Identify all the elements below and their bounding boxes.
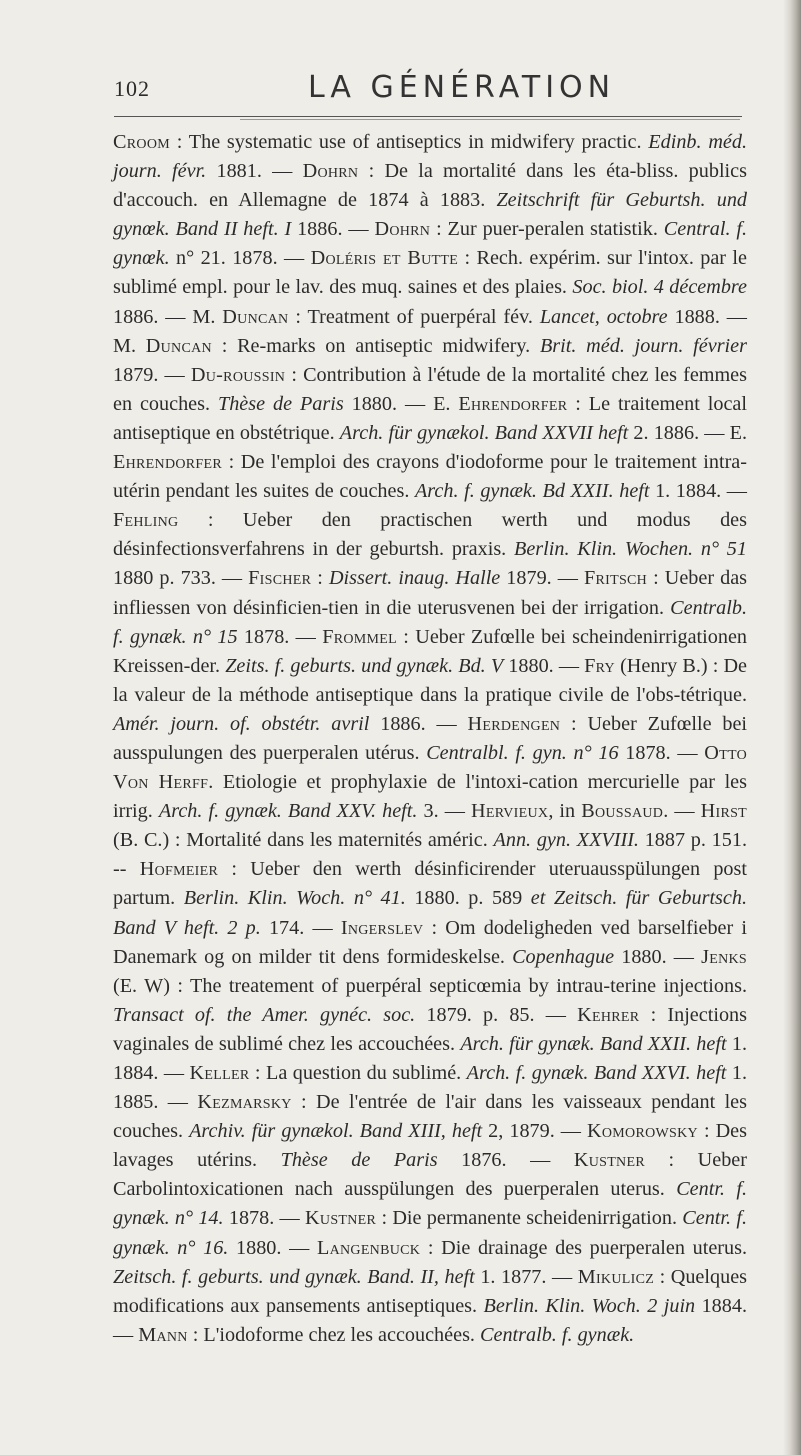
- entry-tail: 1880. —: [614, 945, 702, 968]
- entry-source: Arch. f. gynæk. Band XXVI. heft: [466, 1062, 727, 1084]
- entry-author: Keller: [189, 1062, 250, 1084]
- page-header: [114, 70, 744, 110]
- entry-tail: 2. 1886. — E.: [628, 421, 747, 444]
- entry-source: Centr. f. gynæk. n° 16.: [113, 1207, 747, 1259]
- entry-author: Kehrer: [577, 1003, 640, 1026]
- entry-text: : Zur puer-peralen statistik.: [430, 218, 664, 241]
- entry-author: Fry: [584, 654, 615, 677]
- entry-tail: n° 21. 1878. —: [169, 247, 311, 270]
- entry-tail: 1880. p. 589: [405, 887, 531, 910]
- entry-text: : Contribution à l'étude de la mortalité chez les femmes en couches.: [113, 363, 747, 415]
- entry-text: : Rech. expérim. sur l'intox. par le sublimé empl. pour le lav. des muq. saines et des plaies.: [113, 247, 747, 299]
- entry-tail: 1880. —: [228, 1236, 317, 1259]
- entry-text: : Ueber Zufœlle bei ausspulungen des puerperalen utérus.: [113, 712, 748, 764]
- entry-author: Mikulicz: [577, 1265, 655, 1288]
- entry-author: Du-roussin: [190, 363, 286, 386]
- entry-author: Kustner: [305, 1207, 377, 1230]
- entry-author: Dohrn: [302, 160, 359, 183]
- entry-source: Ann. gyn. XXVIII.: [493, 829, 639, 852]
- entry-source: Thèse de Paris: [217, 392, 344, 415]
- entry-tail: 1878. —: [223, 1207, 306, 1230]
- entry-source: Centralb. f. gynæk. n° 15: [113, 596, 747, 648]
- entry-author: Hofmeier: [139, 858, 219, 881]
- entry-text: : Quelques modifications aux pansements antiseptiques.: [113, 1265, 748, 1317]
- page-edge-shadow: [783, 0, 801, 1455]
- entry-author: Dohrn: [374, 218, 431, 241]
- entry-author: Ingerslev: [340, 916, 424, 939]
- entry-text: (E. W) : The treatement of puerpéral septicœmia by intrau-terine injections.: [113, 974, 747, 997]
- entry-tail: 1878. —: [237, 625, 323, 648]
- entry-author: Boussaud: [581, 800, 664, 823]
- entry-text: (Henry B.) : De la valeur de la méthode antiseptique dans la pratique civile de l'obs-tétrique.: [113, 654, 747, 706]
- entry-source: Berlin. Klin. Woch. 2 juin: [483, 1294, 696, 1317]
- entry-source: Amér. journ. of. obstétr. avril: [113, 712, 370, 735]
- header-rule-secondary: [240, 119, 740, 120]
- entry-tail: 1. 1884. —: [113, 1032, 747, 1084]
- entry-author: Fischer: [248, 567, 312, 590]
- entry-author: Duncan: [145, 334, 212, 357]
- entry-source: Arch. f. gynæk. Band XXV. heft.: [158, 800, 418, 823]
- entry-tail: 1879. —: [500, 567, 584, 590]
- header-rule: [114, 116, 742, 117]
- entry-author: Mann: [138, 1323, 188, 1346]
- entry-author: Doléris et Butte: [310, 247, 459, 270]
- entry-author: Hirst: [700, 800, 748, 823]
- entry-author: Langenbuck: [316, 1236, 421, 1259]
- entry-tail: 1. 1885. —: [113, 1062, 748, 1114]
- entry-text: . —: [663, 800, 701, 823]
- entry-text: : Die drainage des puerperalen uterus.: [420, 1236, 748, 1259]
- entry-text: : Treatment of puerpéral fév.: [288, 305, 540, 328]
- entry-tail: 1879. —: [113, 363, 191, 386]
- entry-source: Edinb. méd. journ. févr.: [113, 131, 748, 183]
- entry-author: Hervieux: [471, 800, 549, 823]
- entry-source: Zeits. f. geburts. und gynæk. Bd. V: [225, 654, 504, 677]
- entry-tail: 1886. —: [291, 218, 375, 241]
- bibliography-paragraph: [113, 128, 747, 1350]
- entry-text: : Ueber das infliessen von désinficien-tien in die uterusvenen bei der irrigation.: [113, 567, 748, 619]
- entry-author: Jenks: [701, 945, 748, 968]
- entry-text: : The systematic use of antiseptics in midwifery practic.: [169, 131, 649, 153]
- running-title: LA GÉNÉRATION: [308, 70, 616, 105]
- entry-text: . Etiologie et prophylaxie de l'intoxi-cation mercurielle par les irrig.: [113, 771, 747, 823]
- entry-author: Ehrendorfer: [113, 451, 222, 474]
- entry-source: Archiv. für gynækol. Band XIII, heft: [189, 1120, 483, 1143]
- entry-author: Otto Von Herff: [113, 741, 748, 794]
- bibliography-text: [113, 128, 747, 1350]
- entry-author: Fehling: [113, 509, 179, 532]
- entry-text: : Des lavages utérins.: [113, 1120, 747, 1172]
- entry-author: Ehrendorfer: [458, 392, 568, 415]
- entry-source: Soc. biol. 4 décembre: [572, 276, 747, 299]
- entry-author: Kezmarsky: [197, 1091, 292, 1114]
- entry-source: Arch. f. gynæk. Bd XXII. heft: [414, 480, 650, 503]
- entry-text: : L'iodoforme chez les accouchées.: [187, 1323, 481, 1346]
- entry-tail: 1876. —: [437, 1149, 574, 1172]
- entry-text: : De l'entrée de l'air dans les vaisseaux pendant les couches.: [113, 1091, 747, 1143]
- entry-source: Lancet, octobre: [539, 305, 668, 328]
- entry-text: : La question du sublimé.: [249, 1062, 467, 1084]
- entry-tail: 1886. — M.: [113, 305, 223, 328]
- entry-text: (B. C.) : Mortalité dans les maternités améric.: [113, 829, 494, 852]
- entry-source: Arch. für gynæk. Band XXII. heft: [460, 1032, 727, 1055]
- entry-source: Transact of. the Amer. gynéc. soc.: [113, 1003, 416, 1026]
- entry-text: : Injections vaginales de sublimé chez les accouchées.: [113, 1003, 747, 1055]
- entry-text: : Die permanente scheidenirrigation.: [376, 1207, 683, 1230]
- entry-source: Centralb. f. gynæk.: [480, 1323, 635, 1346]
- entry-source: Zeitsch. f. geburts. und gynæk. Band. II, heft: [113, 1265, 475, 1288]
- entry-author: Croom: [113, 131, 170, 153]
- entry-tail: 1. 1877. —: [474, 1265, 578, 1288]
- entry-source: Centr. f. gynæk. n° 14.: [113, 1178, 747, 1230]
- entry-text: : Le traitement local antiseptique en obstétrique.: [113, 392, 747, 444]
- entry-tail: 1887 p. 151. --: [113, 829, 748, 881]
- entry-source: Arch. für gynækol. Band XXVII heft: [339, 421, 629, 444]
- entry-author: Fritsch: [583, 567, 648, 590]
- entry-author: Herdengen: [467, 712, 561, 735]
- entry-text: : Ueber den werth désinficirender uteruausspülungen post partum.: [113, 858, 747, 910]
- entry-tail: 1879. p. 85. —: [415, 1003, 578, 1026]
- entry-tail: 1880. — E.: [343, 392, 459, 415]
- entry-tail: 3. —: [417, 800, 472, 823]
- entry-source: Berlin. Klin. Wochen. n° 51: [514, 538, 747, 561]
- entry-tail: 1884. —: [113, 1294, 747, 1346]
- entry-text: : Ueber Carbolintoxicationen nach ausspülungen des puerperalen uterus.: [113, 1149, 747, 1201]
- entry-text: : Om dodeligheden ved barselfieber i Danemark og on milder tit dens formideskelse.: [113, 916, 748, 968]
- entry-source: Central. f. gynœk.: [113, 218, 748, 270]
- entry-text: : De l'emploi des crayons d'iodoforme pour le traitement intra-utérin pendant les suites de couches.: [113, 451, 747, 503]
- entry-source: Brit. méd. journ. février: [539, 334, 747, 357]
- entry-tail: 1888. — M.: [113, 305, 747, 357]
- entry-source: Dissert. inaug. Halle: [328, 567, 501, 590]
- entry-text: : Ueber den practischen werth und modus des désinfectionsverfahrens in der geburtsh. praxis.: [113, 509, 747, 561]
- entry-author: Frommel: [322, 625, 397, 648]
- entry-source: Berlin. Klin. Woch. n° 41.: [183, 887, 406, 910]
- entry-source: Centralbl. f. gyn. n° 16: [426, 741, 619, 764]
- entry-tail: 1880. —: [503, 654, 585, 677]
- entry-text: , in: [548, 800, 582, 823]
- entry-tail: 1881. —: [206, 160, 303, 183]
- entry-author: Kustner: [573, 1149, 645, 1172]
- entry-source: Thèse de Paris: [280, 1149, 438, 1172]
- entry-tail: 1886. —: [369, 712, 468, 735]
- entry-author: Duncan: [222, 305, 289, 328]
- entry-tail: 2, 1879. —: [482, 1120, 588, 1143]
- entry-text: :: [311, 567, 329, 590]
- entry-tail: 174. —: [260, 916, 341, 939]
- entry-text: : De la mortalité dans les éta-bliss. publics d'accouch. en Allemagne de 1874 à 1883.: [113, 160, 747, 212]
- entry-tail: 1880 p. 733. —: [113, 567, 249, 590]
- entry-source: Zeitschrift für Geburtsh. und gynœk. Band II heft. I: [113, 189, 748, 241]
- entry-text: : Re-marks on antiseptic midwifery.: [211, 334, 540, 357]
- page-number: 102: [114, 76, 150, 101]
- entry-tail: 1878. —: [618, 741, 705, 764]
- entry-author: Komorowsky: [587, 1120, 698, 1143]
- entry-source: Copenhague: [512, 945, 615, 968]
- entry-source: et Zeitsch. für Geburtsch. Band V heft. 2 p.: [113, 887, 748, 939]
- entry-text: : Ueber Zufœlle bei scheindenirrigationen Kreissen-der.: [113, 625, 747, 677]
- entry-tail: 1. 1884. —: [649, 480, 747, 503]
